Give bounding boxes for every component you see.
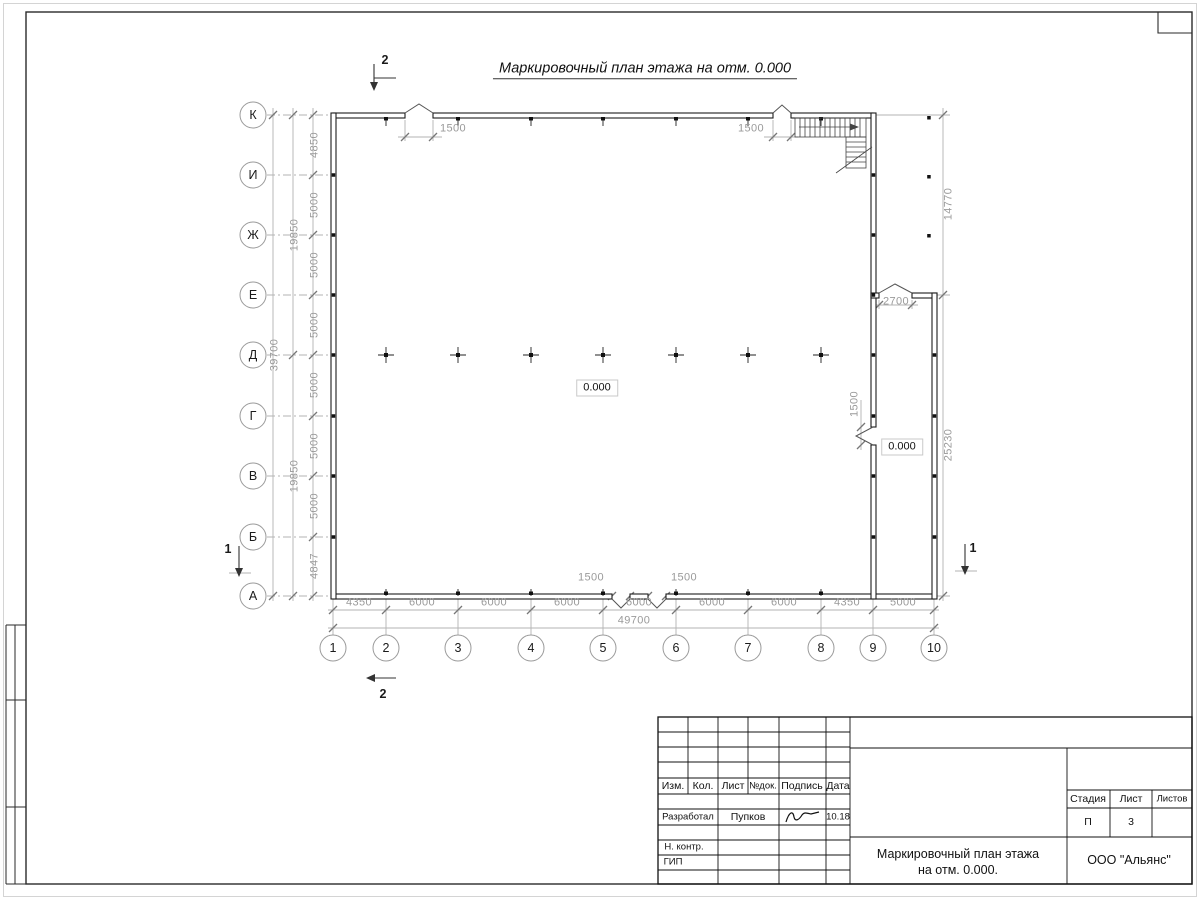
stamp-sheet-label: Лист bbox=[1119, 792, 1143, 805]
dim-left-6: 5000 bbox=[308, 492, 321, 520]
dim-bottom-1: 6000 bbox=[408, 596, 436, 609]
axis-label-10: 10 bbox=[927, 640, 941, 655]
column-marks bbox=[332, 116, 937, 596]
stamp-sheet-value: 3 bbox=[1128, 815, 1134, 828]
dim-bottom-3: 6000 bbox=[553, 596, 581, 609]
stamp-stage-value: П bbox=[1084, 815, 1092, 828]
dim-left-3: 5000 bbox=[308, 311, 321, 339]
dim-bottom-0: 4350 bbox=[345, 596, 373, 609]
stamp-doc-name-line2: на отм. 0.000. bbox=[917, 862, 999, 877]
axis-label-a: А bbox=[248, 588, 258, 603]
dim-door-top-1: 1500 bbox=[439, 122, 467, 135]
axis-label-d: Д bbox=[248, 347, 258, 362]
stamp-col-kol: Кол. bbox=[692, 779, 714, 792]
stamp-ncontrol-label: Н. контр. bbox=[664, 841, 704, 853]
stamp-col-list: Лист bbox=[721, 779, 745, 792]
dim-right-lower: 25230 bbox=[942, 428, 955, 462]
dim-bottom-7: 4350 bbox=[833, 596, 861, 609]
stamp-developer-name: Пупков bbox=[730, 810, 766, 823]
dim-door-inner: 1500 bbox=[848, 390, 861, 418]
axis-label-zh: Ж bbox=[247, 227, 259, 242]
dim-bottom-8: 5000 bbox=[889, 596, 917, 609]
section-label-left: 1 bbox=[224, 541, 232, 556]
dim-left-total: 39700 bbox=[268, 338, 281, 372]
elevation-mark-annex: 0.000 bbox=[881, 439, 923, 456]
dim-left-1: 5000 bbox=[308, 191, 321, 219]
stair-icon bbox=[795, 118, 872, 173]
section-label-top: 2 bbox=[381, 52, 389, 67]
walls bbox=[331, 113, 937, 599]
dim-bottom-5: 6000 bbox=[698, 596, 726, 609]
axis-label-9: 9 bbox=[869, 640, 877, 655]
stamp-col-izm: Изм. bbox=[661, 779, 685, 792]
dimension-ticks bbox=[269, 111, 947, 632]
axis-label-k: К bbox=[249, 107, 257, 122]
axis-label-4: 4 bbox=[527, 640, 535, 655]
dim-right-upper: 14770 bbox=[942, 187, 955, 221]
dim-bottom-total: 49700 bbox=[617, 614, 651, 627]
dim-left-0: 4850 bbox=[308, 131, 321, 159]
stamp-developer-date: 10.18 bbox=[826, 811, 850, 823]
dim-door-top-2: 1500 bbox=[737, 122, 765, 135]
axis-label-v: В bbox=[248, 468, 258, 483]
dim-left-2: 5000 bbox=[308, 251, 321, 279]
section-label-right: 1 bbox=[969, 540, 977, 555]
stamp-col-data: Дата bbox=[826, 779, 850, 792]
signature-icon bbox=[786, 812, 819, 822]
dim-left-sub-0: 19850 bbox=[288, 218, 301, 252]
axis-label-5: 5 bbox=[599, 640, 607, 655]
axis-label-i: И bbox=[248, 167, 258, 182]
stamp-doc-name-line1: Маркировочный план этажа bbox=[876, 846, 1040, 861]
drawing-title: Маркировочный план этажа на отм. 0.000 bbox=[493, 61, 797, 79]
stamp-sheets-label: Листов bbox=[1156, 793, 1188, 805]
axis-label-b: Б bbox=[248, 529, 258, 544]
stamp-company: ООО "Альянс" bbox=[1087, 852, 1171, 867]
dim-left-7: 4847 bbox=[308, 552, 321, 580]
section-label-bottom: 2 bbox=[379, 686, 387, 701]
stamp-stage-label: Стадия bbox=[1070, 792, 1106, 805]
dim-door-bottom-2: 1500 bbox=[670, 571, 698, 584]
axis-label-7: 7 bbox=[744, 640, 752, 655]
dim-left-4: 5000 bbox=[308, 371, 321, 399]
stamp-col-ndok: №док. bbox=[749, 780, 777, 792]
dim-bottom-4: 6000 bbox=[625, 596, 653, 609]
dimension-lines bbox=[229, 108, 977, 635]
dim-left-5: 5000 bbox=[308, 432, 321, 460]
dim-bottom-2: 6000 bbox=[480, 596, 508, 609]
axis-label-3: 3 bbox=[454, 640, 462, 655]
stamp-col-podpis: Подпись bbox=[781, 779, 823, 792]
elevation-mark-main: 0.000 bbox=[576, 380, 618, 397]
axis-label-g: Г bbox=[249, 408, 257, 423]
sheet-frame bbox=[4, 4, 1197, 897]
dim-door-annex: 2700 bbox=[882, 295, 910, 308]
dim-door-bottom-1: 1500 bbox=[577, 571, 605, 584]
door-symbols bbox=[405, 104, 912, 608]
dim-left-sub-1: 19850 bbox=[288, 459, 301, 493]
dim-bottom-6: 6000 bbox=[770, 596, 798, 609]
axis-label-1: 1 bbox=[329, 640, 337, 655]
axis-label-8: 8 bbox=[817, 640, 825, 655]
stamp-gip-label: ГИП bbox=[663, 856, 683, 868]
axis-label-2: 2 bbox=[382, 640, 390, 655]
axis-label-6: 6 bbox=[672, 640, 680, 655]
stamp-developer-label: Разработал bbox=[662, 811, 714, 823]
axis-label-e: Е bbox=[248, 287, 258, 302]
